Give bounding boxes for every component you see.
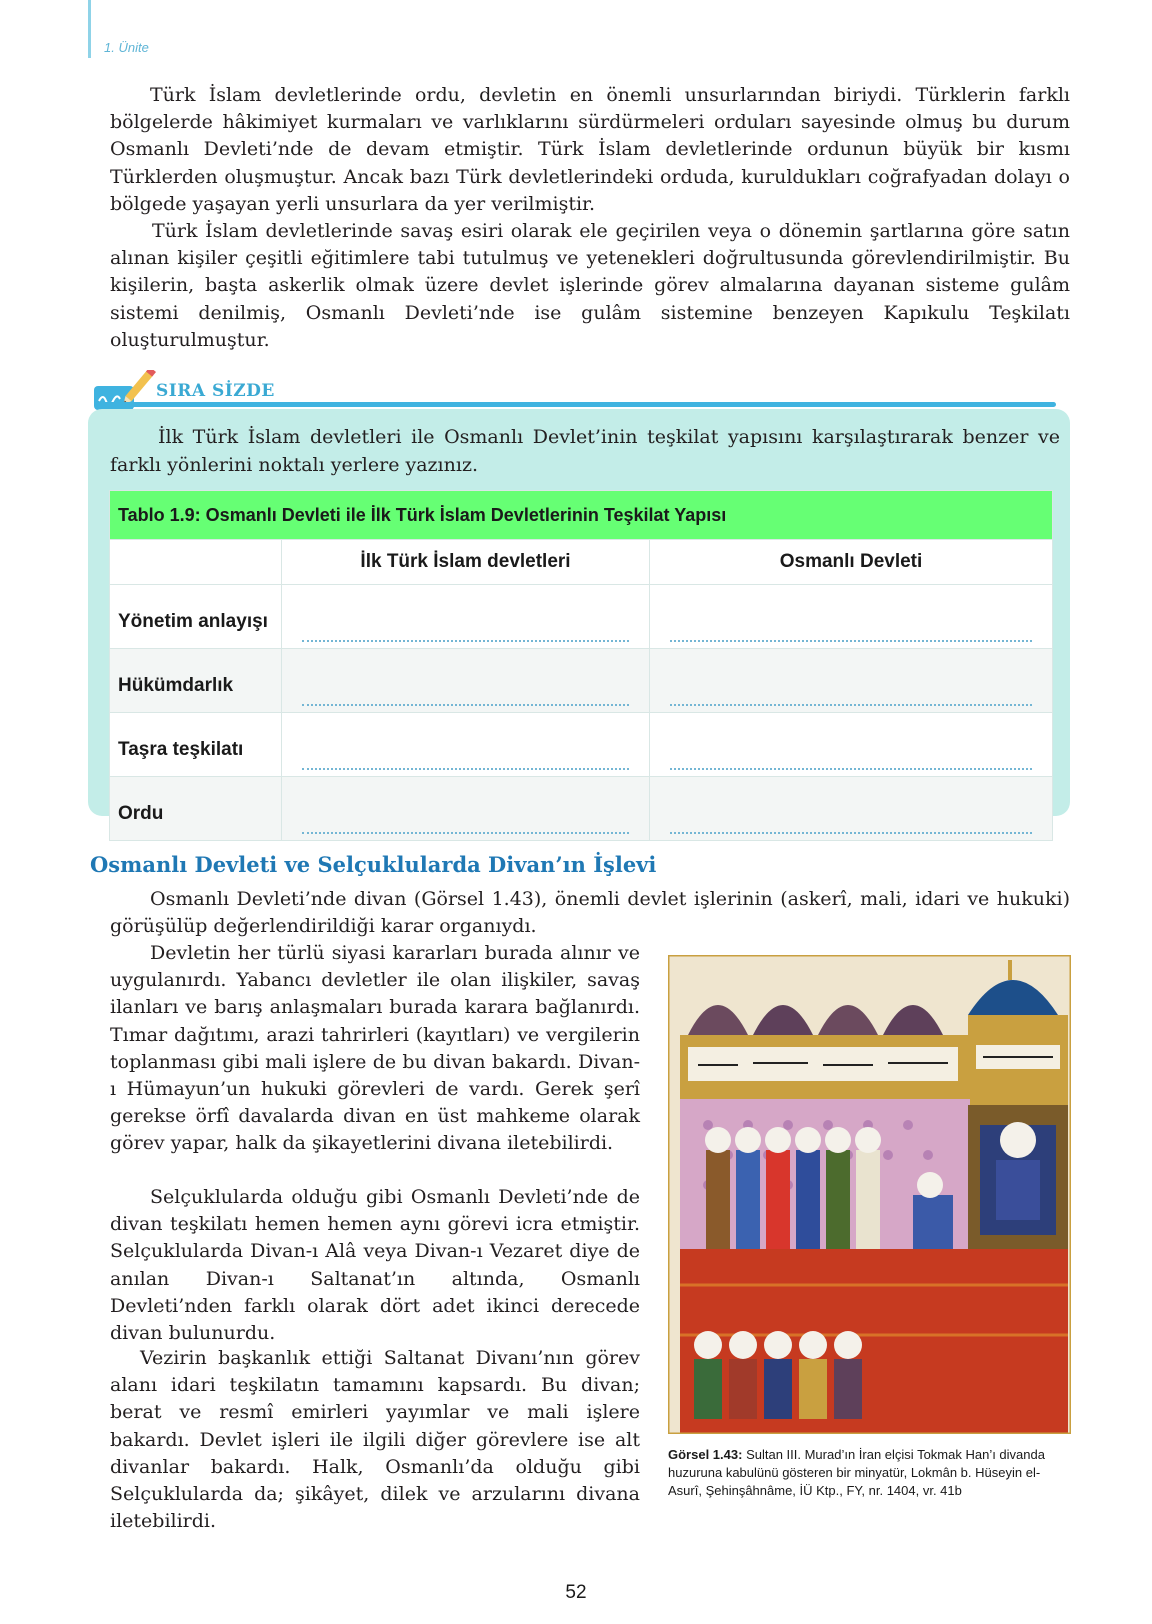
row-label-army: Ordu [110,777,282,841]
comparison-table [109,490,1053,841]
section-paragraph-3: Selçuklularda olduğu gibi Osmanlı Devleti’nde de divan teşkilatı hemen hemen aynı görevi icra etmiştir. Selçuklularda Divan-ı Alâ veya Divan-ı Vezaret diye de anılan Divan-ı Saltanat’ın altında, Osmanlı Devleti’nden farklı olarak dört adet ikinci derecede divan bulunurdu. [110,1186,640,1345]
unit-label: 1. Ünite [104,40,149,55]
row-label-administration: Yönetim anlayışı [110,585,282,649]
table-header-early-turkish: İlk Türk İslam devletleri [282,540,650,585]
table-header-ottoman: Osmanlı Devleti [650,540,1053,585]
row-label-sovereignty: Hükümdarlık [110,649,282,713]
answer-field-early-provincial[interactable] [282,713,650,777]
ottoman-miniature-image [668,955,1071,1434]
answer-field-early-sovereignty[interactable] [282,649,650,713]
section-paragraph-4: Vezirin başkanlık ettiği Saltanat Divanı’nın görev alanı idari teşkilatın tamamını kapsardı. Bu divan; berat ve resmî emirleri yayımlar ve mali işlere bakardı. Devlet işleri ile ilgili diğer görevlere ise alt divanlar bakardı. Halk, Osmanlı’da olduğu gibi Selçuklularda da; şikâyet, dilek ve arzularını divana iletebilirdi. [110,1347,640,1533]
unit-rule [88,0,91,58]
answer-field-ottoman-army[interactable] [650,777,1053,841]
figure-caption [668,1446,1068,1500]
figure-label: Görsel 1.43: [668,1447,743,1462]
answer-field-ottoman-sovereignty[interactable] [650,649,1053,713]
figure-caption-text: Sultan III. Murad’ın İran elçisi Tokmak Han’ı divanda huzuruna kabulünü gösteren bir minyatür, Lokmân b. Hüseyin el-Asurî, Şehinşâhnâme, İÜ Ktp., FY, nr. 1404, vr. 41b [668,1447,1045,1498]
answer-field-early-army[interactable] [282,777,650,841]
activity-divider [96,402,1056,407]
page-number: 52 [565,1582,587,1603]
table-header-empty [110,540,282,585]
intro-paragraph-2: Türk İslam devletlerinde savaş esiri olarak ele geçirilen veya o dönemin şartlarına göre satın alınan kişiler çeşitli eğitimlere tabi tutulmuş ve yetenekleri doğrultusunda görevlendirilmiştir. Bu kişilerin, başta askerlik olmak üzere devlet işlerinde görev almalarına dayanan sisteme gulâm sistemi denilmiş, Osmanlı Devleti’nde ise gulâm sistemine benzeyen Kapıkulu Teşkilatı oluşturulmuştur. [110,220,1070,351]
answer-field-ottoman-administration[interactable] [650,585,1053,649]
row-label-provincial: Taşra teşkilatı [110,713,282,777]
section-title: Osmanlı Devleti ve Selçuklularda Divan’ın İşlevi [90,852,657,877]
activity-instruction: İlk Türk İslam devletleri ile Osmanlı Devlet’inin teşkilat yapısını karşılaştırarak benzer ve farklı yönlerini noktalı yerlere yazınız. [110,426,1060,476]
intro-paragraph-1: Türk İslam devletlerinde ordu, devletin en önemli unsurlarından biriydi. Türklerin farklı bölgelerde hâkimiyet kurmaları ve varlıklarını sürdürmeleri orduları sayesinde olmuş bu durum Osmanlı Devleti’nde de devam etmiştir. Türk İslam devletlerinde ordunun büyük bir kısmı Türklerden oluşmuştur. Ancak bazı Türk devletlerindeki orduda, kuruldukları coğrafyadan dolayı o bölgede yaşayan yerli unsurlara da yer verilmiştir. [110,84,1070,215]
section-paragraph-1: Osmanlı Devleti’nde divan (Görsel 1.43), önemli devlet işlerinin (askerî, mali, idari ve hukuki) görüşülüp değerlendirildiği karar organıydı. [110,888,1070,938]
answer-field-ottoman-provincial[interactable] [650,713,1053,777]
table-caption: Tablo 1.9: Osmanlı Devleti ile İlk Türk İslam Devletlerinin Teşkilat Yapısı [110,491,1053,540]
section-paragraph-2: Devletin her türlü siyasi kararları burada alınır ve uygulanırdı. Yabancı devletler ile olan ilişkiler, savaş ilanları ve barış anlaşmaları burada karara bağlanırdı. Tımar dağıtımı, arazi tahrirleri (kayıtları) ve vergilerin toplanması gibi mali işlere de bu divan bakardı. Divan-ı Hümayun’un hukuki görevleri de vardı. Gerek şerî gerekse örfî davalarda divan en üst mahkeme olarak görev yapar, halk da şikayetlerini divana iletebilirdi. [110,942,640,1155]
answer-field-early-administration[interactable] [282,585,650,649]
activity-title: SIRA SİZDE [156,381,275,401]
